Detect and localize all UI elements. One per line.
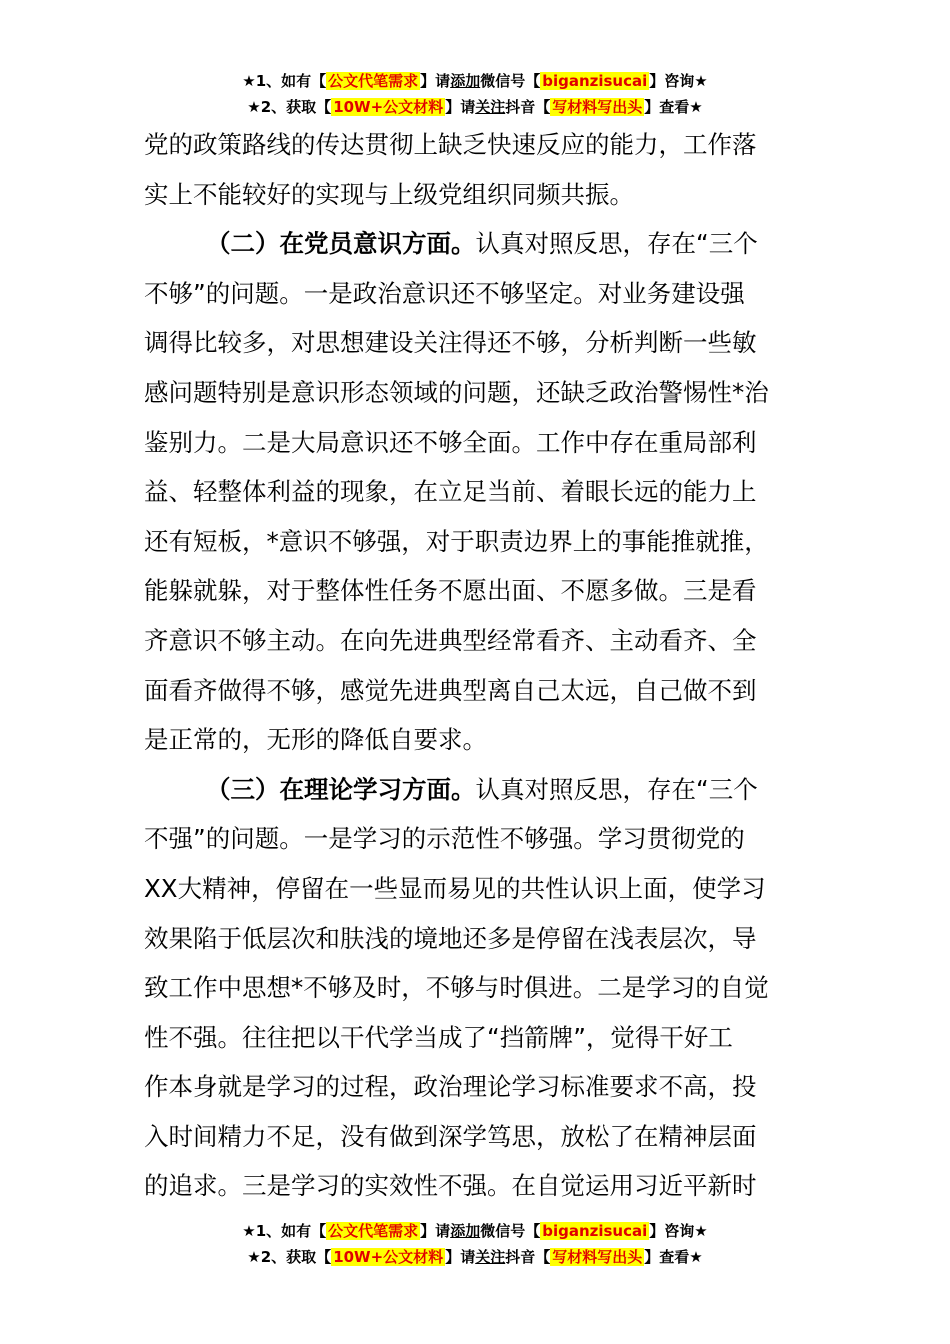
promo-text: 】查看★ bbox=[644, 1248, 703, 1266]
document-body bbox=[144, 120, 808, 1211]
text-line: 的追求。三是学习的实效性不强。在自觉运用习近平新时 bbox=[144, 1171, 757, 1201]
text-line: 入时间精力不足，没有做到深学笃思，放松了在精神层面 bbox=[144, 1121, 757, 1151]
promo-text: ★1、如有【 bbox=[242, 1222, 327, 1240]
promo-text: 微信号【 bbox=[480, 72, 541, 90]
text-line: 能躲就躲，对于整体性任务不愿出面、不愿多做。三是看 bbox=[144, 576, 757, 606]
section-heading: （二）在党员意识方面。 bbox=[206, 229, 476, 259]
text-line: 齐意识不够主动。在向先进典型经常看齐、主动看齐、全 bbox=[144, 625, 757, 655]
top-promo-banner bbox=[0, 68, 950, 120]
text-line: XX大精神，停留在一些显而易见的共性认识上面，使学习 bbox=[144, 873, 766, 903]
paragraph-party-awareness bbox=[144, 219, 808, 765]
text-line: 感问题特别是意识形态领域的问题，还缺乏政治警惕性*治 bbox=[144, 377, 769, 407]
text-line: 还有短板，*意识不够强，对于职责边界上的事能推就推， bbox=[144, 526, 769, 556]
text-line: 调得比较多，对思想建设关注得还不够，分析判断一些敏 bbox=[144, 328, 757, 358]
text-run: 认真对照反思，存在“三个 bbox=[475, 774, 758, 804]
promo-highlight: 10W+公文材料 bbox=[333, 98, 444, 116]
text-line: 面看齐做得不够，感觉先进典型离自己太远，自己做不到 bbox=[144, 675, 757, 705]
promo-text: 】请 bbox=[445, 1248, 476, 1266]
text-run: 认真对照反思，存在“三个 bbox=[475, 229, 758, 259]
promo-text: ★2、获取【 bbox=[247, 98, 332, 116]
text-line: 益、轻整体利益的现象，在立足当前、着眼长远的能力上 bbox=[144, 477, 757, 507]
promo-text: 抖音【 bbox=[505, 1248, 551, 1266]
douyin-id-highlight: 写材料写出头 bbox=[552, 1248, 643, 1266]
text-line: 致工作中思想*不够及时，不够与时俱进。二是学习的自觉 bbox=[144, 973, 769, 1003]
text-line: 作本身就是学习的过程，政治理论学习标准要求不高，投 bbox=[144, 1072, 757, 1102]
promo-underlined: 关注 bbox=[475, 1248, 506, 1266]
text-line: 是正常的，无形的降低自要求。 bbox=[144, 725, 487, 755]
promo-highlight: 公文代笔需求 bbox=[328, 72, 419, 90]
promo-text: 微信号【 bbox=[480, 1222, 541, 1240]
promo-text: 】咨询★ bbox=[649, 1222, 708, 1240]
promo-text: 】查看★ bbox=[644, 98, 703, 116]
text-line: 鉴别力。二是大局意识还不够全面。工作中存在重局部利 bbox=[144, 427, 757, 457]
promo-text: ★2、获取【 bbox=[247, 1248, 332, 1266]
wechat-id-highlight: biganzisucai bbox=[542, 72, 648, 90]
douyin-id-highlight: 写材料写出头 bbox=[552, 98, 643, 116]
section-heading: （三）在理论学习方面。 bbox=[206, 774, 476, 804]
paragraph-continuation bbox=[144, 120, 808, 219]
promo-text: 】请 bbox=[445, 98, 476, 116]
promo-line-2 bbox=[0, 94, 950, 120]
promo-underlined: 添加 bbox=[450, 1222, 481, 1240]
promo-underlined: 关注 bbox=[475, 98, 506, 116]
promo-highlight: 公文代笔需求 bbox=[328, 1222, 419, 1240]
text-line: 实上不能较好的实现与上级党组织同频共振。 bbox=[144, 179, 634, 209]
promo-text: 抖音【 bbox=[505, 98, 551, 116]
text-line bbox=[144, 765, 808, 815]
text-line bbox=[144, 219, 808, 269]
promo-underlined: 添加 bbox=[450, 72, 481, 90]
text-line: 性不强。往往把以干代学当成了“挡箭牌”，觉得干好工 bbox=[144, 1022, 733, 1052]
text-line: 不强”的问题。一是学习的示范性不够强。学习贯彻党的 bbox=[144, 824, 745, 854]
bottom-promo-banner bbox=[0, 1218, 950, 1270]
paragraph-theory-study bbox=[144, 765, 808, 1211]
promo-text: 】请 bbox=[420, 1222, 451, 1240]
wechat-id-highlight: biganzisucai bbox=[542, 1222, 648, 1240]
promo-text: ★1、如有【 bbox=[242, 72, 327, 90]
promo-text: 】咨询★ bbox=[649, 72, 708, 90]
promo-line-2 bbox=[0, 1244, 950, 1270]
text-line: 党的政策路线的传达贯彻上缺乏快速反应的能力，工作落 bbox=[144, 130, 757, 159]
text-line: 效果陷于低层次和肤浅的境地还多是停留在浅表层次，导 bbox=[144, 923, 757, 953]
text-line: 不够”的问题。一是政治意识还不够坚定。对业务建设强 bbox=[144, 278, 745, 308]
promo-line-1 bbox=[0, 68, 950, 94]
promo-line-1 bbox=[0, 1218, 950, 1244]
promo-text: 】请 bbox=[420, 72, 451, 90]
promo-highlight: 10W+公文材料 bbox=[333, 1248, 444, 1266]
